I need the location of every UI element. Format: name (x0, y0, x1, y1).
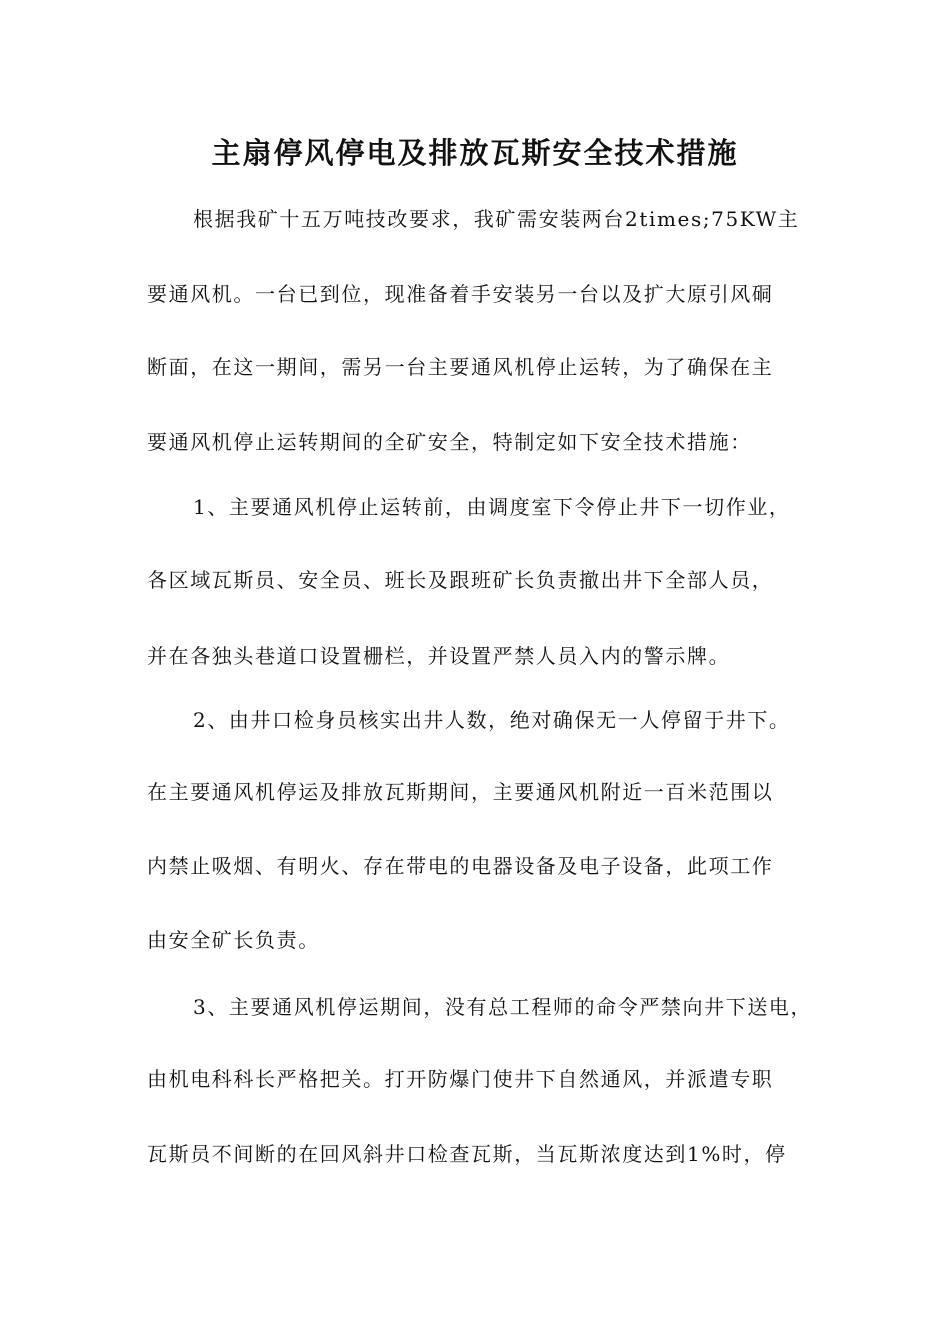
paragraph-line: 并在各独头巷道口设置栅栏，并设置严禁人员入内的警示牌。 (147, 644, 731, 668)
paragraph-line: 要通风机。一台已到位，现准备着手安装另一台以及扩大原引风硐 (147, 282, 774, 306)
paragraph-line: 由安全矿长负责。 (147, 928, 320, 952)
paragraph-line: 内禁止吸烟、有明火、存在带电的电器设备及电子设备，此项工作 (147, 854, 774, 878)
paragraph-line: 在主要通风机停运及排放瓦斯期间，主要通风机附近一百米范围以 (147, 780, 774, 804)
paragraph-line: 根据我矿十五万吨技改要求，我矿需安装两台2times;75KW主 (193, 207, 800, 231)
paragraph-line: 1、主要通风机停止运转前，由调度室下令停止井下一切作业， (193, 495, 791, 519)
paragraph-line: 要通风机停止运转期间的全矿安全，特制定如下安全技术措施： (147, 430, 752, 454)
paragraph-line: 瓦斯员不间断的在回风斜井口检查瓦斯，当瓦斯浓度达到1%时，停 (147, 1142, 787, 1166)
document-title: 主扇停风停电及排放瓦斯安全技术措施 (211, 136, 739, 170)
paragraph-line: 由机电科科长严格把关。打开防爆门使井下自然通风，并派遣专职 (147, 1067, 774, 1091)
paragraph-line: 各区域瓦斯员、安全员、班长及跟班矿长负责撤出井下全部人员， (147, 568, 774, 592)
paragraph-line: 2、由井口检身员核实出井人数，绝对确保无一人停留于井下。 (193, 708, 791, 732)
paragraph-line: 断面，在这一期间，需另一台主要通风机停止运转，为了确保在主 (147, 355, 774, 379)
paragraph-line: 3、主要通风机停运期间，没有总工程师的命令严禁向井下送电， (193, 995, 813, 1019)
